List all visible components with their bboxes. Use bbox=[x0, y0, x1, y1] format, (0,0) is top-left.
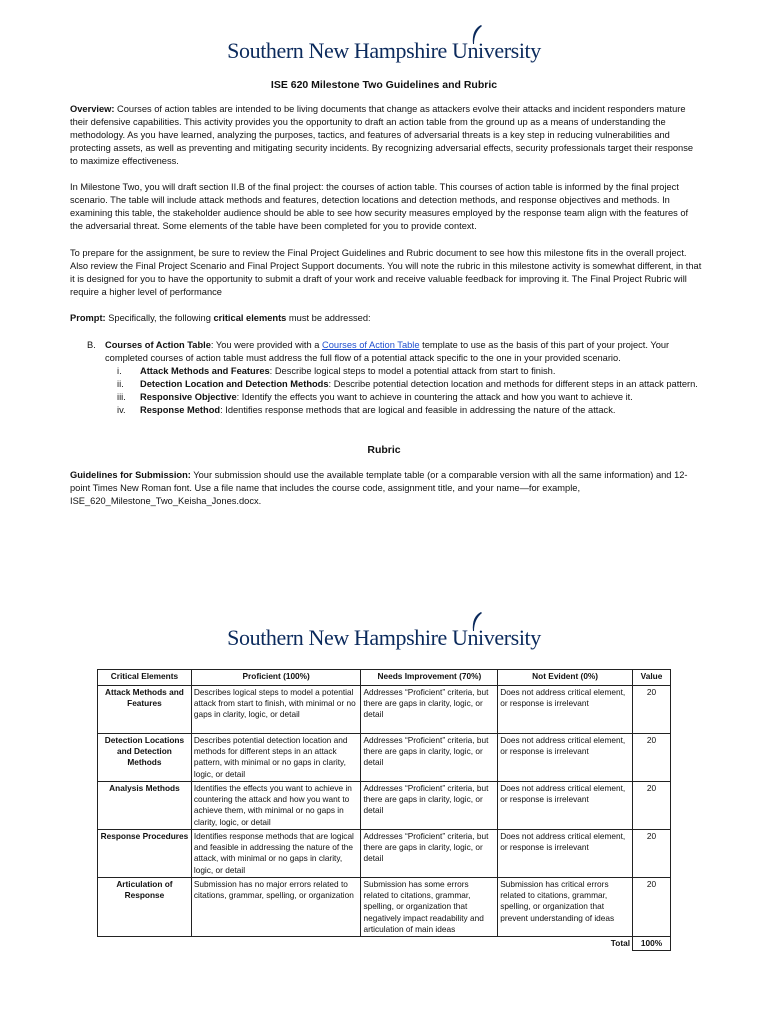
needs-improvement-cell: Addresses “Proficient” criteria, but there are gaps in clarity, logic, or detail bbox=[361, 830, 498, 878]
element-b-text bbox=[87, 339, 703, 365]
sub-item-text bbox=[140, 365, 703, 378]
not-evident-cell: Submission has critical errors related to citations, grammar, spelling, or organization that prevent understanding of ideas bbox=[498, 878, 633, 937]
sub-item-text bbox=[140, 391, 703, 404]
total-label: Total bbox=[498, 937, 633, 951]
critical-element-cell: Response Procedures bbox=[98, 830, 192, 878]
rubric-table bbox=[97, 669, 671, 951]
column-header: Critical Elements bbox=[98, 670, 192, 686]
not-evident-cell: Does not address critical element, or response is irrelevant bbox=[498, 830, 633, 878]
overview-label: Overview: bbox=[70, 104, 115, 114]
critical-element-cell: Detection Locations and Detection Methods bbox=[98, 734, 192, 782]
value-cell: 20 bbox=[633, 782, 671, 830]
submission-label: Guidelines for Submission: bbox=[70, 470, 191, 480]
not-evident-cell: Does not address critical element, or response is irrelevant bbox=[498, 686, 633, 734]
sub-item-label: Responsive Objective bbox=[140, 392, 237, 402]
overview-paragraph bbox=[70, 103, 702, 168]
column-header: Needs Improvement (70%) bbox=[361, 670, 498, 686]
table-total-row bbox=[98, 937, 671, 951]
critical-element-cell: Analysis Methods bbox=[98, 782, 192, 830]
list-item bbox=[87, 365, 703, 378]
column-header: Proficient (100%) bbox=[191, 670, 361, 686]
proficient-cell: Identifies the effects you want to achieve in countering the attack and how you want to achieve them, with minimal or no gaps in clarity, logic, or detail bbox=[191, 782, 361, 830]
overview-text: Courses of action tables are intended to be living documents that change as attackers evolve their attacks and incident responders mature their defensive capabilities. This activity provides you the opportunity to draft an action table from the ground up as a means of understanding the methodology. As you have learned, analyzing the purposes, tactics, and features of adversarial threats is a key step in reducing vulnerabilities and protecting assets, as well as preventing and mitigating security incidents. By recognizing adversarial effects, security professionals target their response to maximize effectiveness. bbox=[70, 104, 694, 166]
element-b-before: : You were provided with a bbox=[210, 340, 323, 350]
element-b-label: Courses of Action Table bbox=[105, 340, 211, 350]
critical-elements-list bbox=[87, 339, 703, 417]
university-logo bbox=[0, 625, 768, 651]
list-item bbox=[87, 378, 703, 391]
value-cell: 20 bbox=[633, 686, 671, 734]
list-item bbox=[87, 391, 703, 404]
list-marker: B. bbox=[87, 340, 96, 350]
sub-item-label: Response Method bbox=[140, 405, 221, 415]
value-cell: 20 bbox=[633, 878, 671, 937]
sub-item-desc: : Identifies response methods that are logical and feasible in addressing the nature of the attack. bbox=[220, 405, 616, 415]
critical-element-cell: Articulation of Response bbox=[98, 878, 192, 937]
prompt-bold: critical elements bbox=[213, 313, 287, 323]
proficient-cell: Describes logical steps to model a potential attack from start to finish, with minimal or no gaps in clarity, logic, or detail bbox=[191, 686, 361, 734]
needs-improvement-cell: Addresses “Proficient” criteria, but there are gaps in clarity, logic, or detail bbox=[361, 734, 498, 782]
table-row bbox=[98, 782, 671, 830]
sub-item-desc: : Describe logical steps to model a potential attack from start to finish. bbox=[269, 366, 556, 376]
table-row bbox=[98, 878, 671, 937]
element-b-after: template to use as the basis of this part of your project. Your completed courses of action table must address the full flow of a potential attack specific to the one in your provided scenario. bbox=[105, 340, 670, 363]
prompt-text: Specifically, the following bbox=[105, 313, 214, 323]
sub-item-desc: : Describe potential detection location and methods for different steps in an attack pattern. bbox=[328, 379, 698, 389]
value-cell: 20 bbox=[633, 830, 671, 878]
sub-item-number: ii. bbox=[117, 379, 124, 389]
university-logo-text: Southern New Hampshire University bbox=[227, 625, 541, 650]
sub-item-desc: : Identify the effects you want to achieve in countering the attack and how you want to achieve it. bbox=[236, 392, 633, 402]
quill-icon bbox=[469, 611, 483, 633]
column-header: Value bbox=[633, 670, 671, 686]
proficient-cell: Submission has no major errors related to citations, grammar, spelling, or organization bbox=[191, 878, 361, 937]
empty-cell bbox=[361, 937, 498, 951]
courses-of-action-table-link[interactable]: Courses of Action Table bbox=[322, 340, 420, 350]
empty-cell bbox=[191, 937, 361, 951]
submission-paragraph bbox=[70, 469, 702, 508]
empty-cell bbox=[98, 937, 192, 951]
prompt-paragraph bbox=[70, 312, 702, 325]
column-header: Not Evident (0%) bbox=[498, 670, 633, 686]
quill-icon bbox=[469, 24, 483, 46]
table-row bbox=[98, 734, 671, 782]
table-header-row bbox=[98, 670, 671, 686]
total-value: 100% bbox=[633, 937, 671, 951]
not-evident-cell: Does not address critical element, or response is irrelevant bbox=[498, 782, 633, 830]
table-row bbox=[98, 830, 671, 878]
not-evident-cell: Does not address critical element, or response is irrelevant bbox=[498, 734, 633, 782]
list-item bbox=[87, 404, 703, 417]
university-logo bbox=[0, 38, 768, 64]
proficient-cell: Identifies response methods that are logical and feasible in addressing the nature of the attack, with minimal or no gaps in clarity, logic, or detail bbox=[191, 830, 361, 878]
sub-item-label: Detection Location and Detection Methods bbox=[140, 379, 329, 389]
needs-improvement-cell: Addresses “Proficient” criteria, but there are gaps in clarity, logic, or detail bbox=[361, 686, 498, 734]
value-cell: 20 bbox=[633, 734, 671, 782]
preparation-paragraph: To prepare for the assignment, be sure to review the Final Project Guidelines and Rubric document to see how this milestone fits in the overall project. Also review the Final Project Scenario and Final Project Support documents. You will note the rubric in this milestone activity is somewhat different, in that it is designed for you to have the opportunity to submit a draft of your work and receive valuable feedback for improving it. The Final Project Rubric will require a higher level of performance bbox=[70, 248, 702, 297]
critical-element-cell: Attack Methods and Features bbox=[98, 686, 192, 734]
table-row bbox=[98, 686, 671, 734]
sub-item-text bbox=[140, 404, 703, 417]
needs-improvement-cell: Addresses “Proficient” criteria, but there are gaps in clarity, logic, or detail bbox=[361, 782, 498, 830]
university-logo-text: Southern New Hampshire University bbox=[227, 38, 541, 63]
sub-item-number: iv. bbox=[117, 405, 126, 415]
needs-improvement-cell: Submission has some errors related to citations, grammar, spelling, or organization that negatively impact readability and articulation of main ideas bbox=[361, 878, 498, 937]
sub-item-text bbox=[140, 378, 703, 391]
prompt-text-end: must be addressed: bbox=[286, 313, 371, 323]
submission-text: Your submission should use the available template table (or a comparable version with all the same information) and 12-point Times New Roman font. Use a file name that includes the course code, assignment title, and your name—for example, ISE_620_Milestone_Two_Keisha_Jones.docx. bbox=[70, 470, 688, 506]
rubric-heading: Rubric bbox=[367, 444, 401, 456]
sub-item-number: i. bbox=[117, 366, 122, 376]
list-item bbox=[87, 339, 703, 365]
sub-item-label: Attack Methods and Features bbox=[140, 366, 270, 376]
sub-item-number: iii. bbox=[117, 392, 126, 402]
prompt-label: Prompt: bbox=[70, 313, 106, 323]
milestone-paragraph: In Milestone Two, you will draft section II.B of the final project: the courses of action table. This courses of action table is informed by the final project scenario. The table will include attack methods and features, detection locations and detection methods, and response objectives and methods. In examining this table, the stakeholder audience should be able to see how security measures employed by the response team align with the features of the adversarial threat. Some elements of the table have been completed for you to provide context. bbox=[70, 182, 689, 231]
document-title: ISE 620 Milestone Two Guidelines and Rubric bbox=[270, 79, 498, 91]
proficient-cell: Describes potential detection location and methods for different steps in an attack pattern, with minimal or no gaps in clarity, logic, or detail bbox=[191, 734, 361, 782]
